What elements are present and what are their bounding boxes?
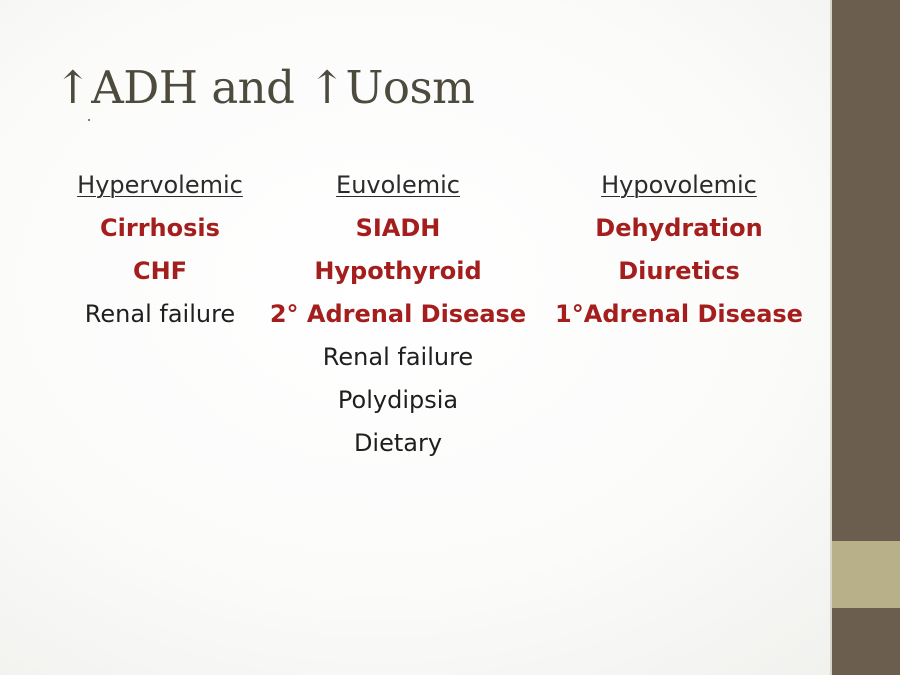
list-item: Diuretics (618, 257, 740, 285)
list-item: 1°Adrenal Disease (555, 300, 803, 328)
list-item: Dietary (353, 429, 443, 457)
sidebar-accent-block (832, 541, 900, 608)
list-item: Polydipsia (337, 386, 459, 414)
column-header-hypervolemic: Hypervolemic (77, 171, 243, 199)
list-item: Renal failure (84, 300, 236, 328)
column-header-euvolemic: Euvolemic (336, 171, 460, 199)
list-item: Hypothyroid (314, 257, 482, 285)
column-hypovolemic (544, 164, 814, 336)
decorative-sidebar (830, 0, 900, 675)
slide-title: ↑ADH and ↑Uosm (54, 61, 475, 114)
stray-dot (88, 119, 90, 121)
list-item: Cirrhosis (100, 214, 220, 242)
list-item: Dehydration (595, 214, 763, 242)
list-item: Renal failure (322, 343, 474, 371)
list-item: 2° Adrenal Disease (269, 300, 527, 328)
list-item: SIADH (355, 214, 441, 242)
column-header-hypovolemic: Hypovolemic (601, 171, 757, 199)
column-euvolemic (257, 164, 539, 465)
column-hypervolemic (40, 164, 280, 336)
list-item: CHF (132, 257, 188, 285)
